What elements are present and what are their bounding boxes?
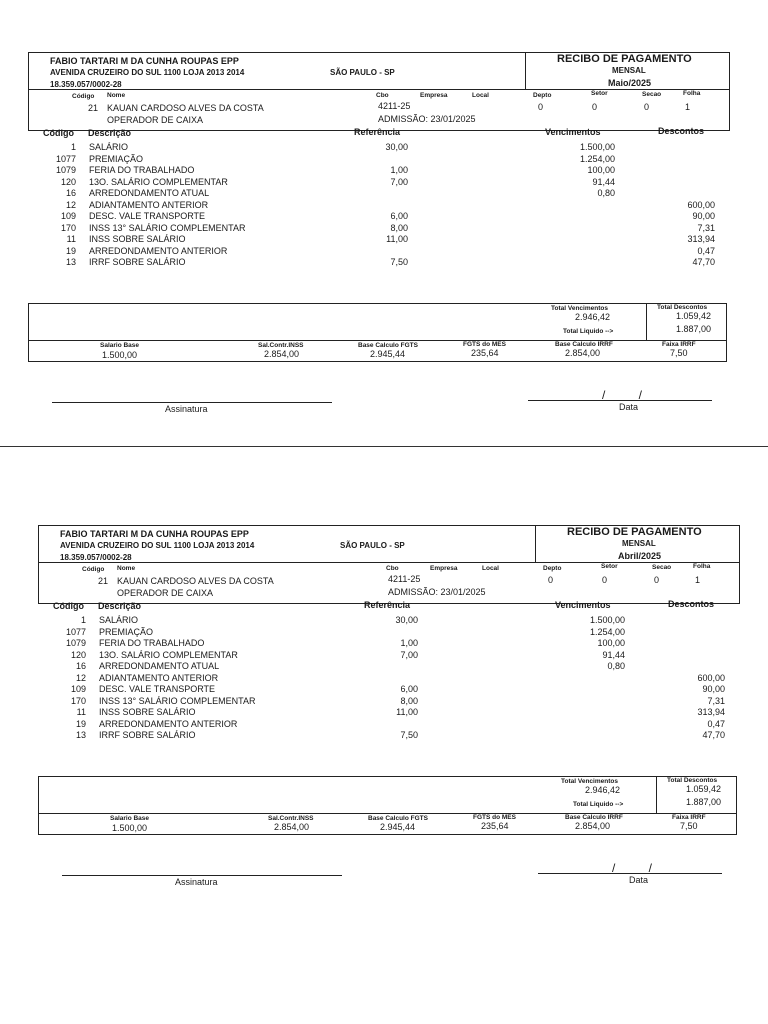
item-reference: 11,00 — [396, 707, 418, 717]
salario-base-label: Salario Base — [100, 342, 140, 349]
total-desc-value: 1.059,42 — [686, 784, 722, 794]
header-vdivider — [535, 525, 536, 562]
page-separator — [0, 446, 768, 447]
fgts-mes-value: 235,64 — [471, 348, 499, 358]
item-reference: 7,00 — [400, 649, 418, 660]
totals-vdivider — [646, 303, 647, 340]
signature-line — [62, 875, 342, 876]
item-deduction: 0,47 — [697, 245, 715, 256]
item-deduction: 313,94 — [687, 234, 715, 244]
signature-line — [52, 402, 332, 403]
period-type: MENSAL — [612, 66, 646, 75]
label-secao: Secao — [652, 564, 672, 571]
employee-depto: 0 — [548, 575, 554, 585]
col-vencimentos: Vencimentos — [555, 600, 611, 610]
liquido-label: Total Liquido --> — [563, 328, 614, 335]
irrf-base-label: Base Calculo IRRF — [555, 341, 613, 348]
item-description: ARREDONDAMENTO ATUAL — [99, 661, 220, 671]
irrf-base-value: 2.854,00 — [575, 821, 611, 831]
employee-name: KAUAN CARDOSO ALVES DA COSTA — [117, 576, 274, 586]
company-city: SÃO PAULO - SP — [330, 68, 395, 77]
item-code: 11 — [76, 707, 86, 717]
item-code: 11 — [66, 234, 76, 244]
item-deduction: 600,00 — [687, 199, 715, 210]
totals-vdivider — [656, 776, 657, 813]
label-empresa: Empresa — [420, 92, 448, 99]
company-address: AVENIDA CRUZEIRO DO SUL 1100 LOJA 2013 2014 — [60, 541, 255, 550]
item-earning: 1.500,00 — [579, 142, 615, 152]
total-desc-label: Total Descontos — [667, 777, 718, 784]
item-deduction: 47,70 — [702, 730, 725, 740]
item-code: 13 — [75, 730, 86, 740]
date-slashes: / / — [612, 861, 653, 875]
faixa-value: 7,50 — [680, 821, 698, 831]
col-vencimentos: Vencimentos — [545, 127, 601, 137]
company-cnpj: 18.359.057/0002-28 — [60, 553, 132, 562]
item-description: ADIANTAMENTO ANTERIOR — [89, 199, 209, 210]
item-earning: 91,44 — [602, 649, 625, 660]
item-code: 19 — [65, 245, 76, 256]
item-code: 12 — [75, 672, 86, 683]
inss-label: Sal.Contr.INSS — [258, 342, 304, 349]
label-secao: Secao — [642, 91, 662, 98]
total-desc-label: Total Descontos — [657, 304, 708, 311]
item-description: IRRF SOBRE SALÁRIO — [89, 257, 186, 267]
item-description: SALÁRIO — [89, 142, 129, 152]
label-codigo-small: Código — [72, 93, 95, 100]
label-cbo: Cbo — [386, 565, 399, 572]
irrf-base-label: Base Calculo IRRF — [565, 814, 623, 821]
payslip — [0, 0, 768, 420]
fgts-base-value: 2.945,44 — [380, 822, 416, 832]
item-description: PREMIAÇÃO — [99, 626, 154, 637]
doc-title: RECIBO DE PAGAMENTO — [557, 53, 692, 65]
total-venc-label: Total Vencimentos — [551, 305, 608, 312]
item-description: ARREDONDAMENTO ANTERIOR — [89, 245, 228, 256]
item-code: 170 — [70, 695, 86, 706]
label-codigo-small: Código — [82, 566, 105, 573]
item-description: INSS SOBRE SALÁRIO — [99, 707, 196, 717]
col-descontos: Descontos — [658, 126, 705, 136]
header-divider — [28, 89, 730, 90]
item-deduction: 90,00 — [702, 684, 725, 694]
item-deduction: 7,31 — [707, 695, 725, 706]
employee-code: 21 — [88, 103, 99, 113]
header-divider — [38, 562, 740, 563]
item-earning: 1.254,00 — [579, 153, 615, 164]
item-reference: 7,50 — [400, 730, 418, 740]
item-earning: 0,80 — [607, 661, 625, 671]
item-deduction: 600,00 — [697, 672, 725, 683]
item-deduction: 47,70 — [692, 257, 715, 267]
item-description: INSS 13° SALÁRIO COMPLEMENTAR — [99, 695, 256, 706]
employee-secao: 0 — [654, 575, 660, 585]
item-reference: 1,00 — [390, 165, 408, 175]
label-local: Local — [482, 565, 499, 572]
item-reference: 6,00 — [400, 684, 418, 694]
item-reference: 1,00 — [400, 638, 418, 648]
label-nome: Nome — [117, 565, 136, 572]
item-earning: 100,00 — [587, 165, 615, 175]
total-venc-value: 2.946,42 — [575, 312, 611, 322]
label-setor: Setor — [601, 563, 618, 570]
item-description: FERIA DO TRABALHADO — [89, 165, 195, 175]
date-label: Data — [629, 875, 649, 885]
employee-role: OPERADOR DE CAIXA — [107, 115, 204, 125]
total-venc-label: Total Vencimentos — [561, 778, 618, 785]
employee-setor: 0 — [592, 102, 598, 112]
item-earning: 1.254,00 — [589, 626, 625, 637]
item-reference: 30,00 — [395, 615, 418, 625]
totals-divider — [28, 340, 727, 341]
salario-base-value: 1.500,00 — [102, 350, 138, 360]
item-deduction: 313,94 — [697, 707, 725, 717]
salario-base-value: 1.500,00 — [112, 823, 148, 833]
col-referencia: Referência — [364, 600, 411, 610]
item-code: 109 — [70, 684, 86, 694]
fgts-base-value: 2.945,44 — [370, 349, 406, 359]
employee-admission: ADMISSÃO: 23/01/2025 — [378, 114, 476, 124]
signature-label: Assinatura — [165, 404, 208, 414]
totals-divider — [38, 813, 737, 814]
item-description: SALÁRIO — [99, 615, 139, 625]
item-reference: 11,00 — [386, 234, 408, 244]
item-code: 1077 — [55, 153, 76, 164]
item-description: ARREDONDAMENTO ANTERIOR — [99, 718, 238, 729]
item-code: 12 — [65, 199, 76, 210]
item-reference: 7,00 — [390, 176, 408, 187]
inss-label: Sal.Contr.INSS — [268, 815, 314, 822]
item-description: DESC. VALE TRANSPORTE — [99, 684, 216, 694]
item-earning: 100,00 — [597, 638, 625, 648]
liquido-label: Total Liquido --> — [573, 801, 624, 808]
label-empresa: Empresa — [430, 565, 458, 572]
label-local: Local — [472, 92, 489, 99]
item-code: 1 — [80, 615, 86, 625]
item-description: ADIANTAMENTO ANTERIOR — [99, 672, 219, 683]
item-description: ARREDONDAMENTO ATUAL — [89, 188, 210, 198]
item-description: 13O. SALÁRIO COMPLEMENTAR — [99, 649, 238, 660]
item-code: 1077 — [65, 626, 86, 637]
item-code: 120 — [60, 176, 76, 187]
item-reference: 30,00 — [385, 142, 408, 152]
header-vdivider — [525, 52, 526, 89]
item-earning: 0,80 — [597, 188, 615, 198]
fgts-mes-value: 235,64 — [481, 821, 509, 831]
employee-depto: 0 — [538, 102, 544, 112]
item-deduction: 0,47 — [707, 718, 725, 729]
employee-role: OPERADOR DE CAIXA — [117, 588, 214, 598]
company-name: FABIO TARTARI M DA CUNHA ROUPAS EPP — [50, 56, 239, 66]
employee-cbo: 4211-25 — [388, 574, 421, 584]
item-code: 170 — [60, 222, 76, 233]
signature-label: Assinatura — [175, 877, 218, 887]
period-type: MENSAL — [622, 539, 656, 548]
item-deduction: 90,00 — [692, 211, 715, 221]
item-code: 1 — [70, 142, 76, 152]
item-deduction: 7,31 — [697, 222, 715, 233]
employee-setor: 0 — [602, 575, 608, 585]
faixa-label: Faixa IRRF — [662, 341, 696, 348]
total-venc-value: 2.946,42 — [585, 785, 621, 795]
item-code: 1079 — [55, 165, 76, 175]
label-nome: Nome — [107, 92, 126, 99]
label-setor: Setor — [591, 90, 608, 97]
item-code: 16 — [75, 661, 86, 671]
label-cbo: Cbo — [376, 92, 389, 99]
item-code: 13 — [65, 257, 76, 267]
item-reference: 8,00 — [400, 695, 418, 706]
item-description: DESC. VALE TRANSPORTE — [89, 211, 206, 221]
liquido-value: 1.887,00 — [686, 797, 722, 807]
inss-value: 2.854,00 — [264, 349, 300, 359]
item-description: FERIA DO TRABALHADO — [99, 638, 205, 648]
company-name: FABIO TARTARI M DA CUNHA ROUPAS EPP — [60, 529, 249, 539]
employee-folha: 1 — [695, 575, 701, 585]
employee-admission: ADMISSÃO: 23/01/2025 — [388, 587, 486, 597]
item-code: 120 — [70, 649, 86, 660]
company-address: AVENIDA CRUZEIRO DO SUL 1100 LOJA 2013 2014 — [50, 68, 245, 77]
item-reference: 7,50 — [390, 257, 408, 267]
employee-code: 21 — [98, 576, 109, 586]
item-code: 19 — [75, 718, 86, 729]
item-earning: 1.500,00 — [589, 615, 625, 625]
col-codigo: Código — [53, 601, 84, 611]
label-folha: Folha — [683, 90, 701, 97]
liquido-value: 1.887,00 — [676, 324, 712, 334]
inss-value: 2.854,00 — [274, 822, 310, 832]
doc-title: RECIBO DE PAGAMENTO — [567, 526, 702, 538]
period: Maio/2025 — [608, 78, 652, 88]
label-depto: Depto — [543, 565, 562, 572]
fgts-mes-label: FGTS do MES — [463, 341, 506, 348]
fgts-mes-label: FGTS do MES — [473, 814, 516, 821]
label-depto: Depto — [533, 92, 552, 99]
item-description: 13O. SALÁRIO COMPLEMENTAR — [89, 176, 228, 187]
fgts-base-label: Base Calculo FGTS — [358, 342, 418, 349]
employee-name: KAUAN CARDOSO ALVES DA COSTA — [107, 103, 264, 113]
fgts-base-label: Base Calculo FGTS — [368, 815, 428, 822]
item-description: IRRF SOBRE SALÁRIO — [99, 730, 196, 740]
col-descricao: Descrição — [88, 128, 132, 138]
payslip — [10, 473, 768, 893]
label-folha: Folha — [693, 563, 711, 570]
col-descontos: Descontos — [668, 599, 715, 609]
date-label: Data — [619, 402, 639, 412]
employee-folha: 1 — [685, 102, 691, 112]
faixa-value: 7,50 — [670, 348, 688, 358]
faixa-label: Faixa IRRF — [672, 814, 706, 821]
employee-cbo: 4211-25 — [378, 101, 411, 111]
item-earning: 91,44 — [592, 176, 615, 187]
item-code: 109 — [60, 211, 76, 221]
salario-base-label: Salario Base — [110, 815, 150, 822]
col-codigo: Código — [43, 128, 74, 138]
item-code: 16 — [65, 188, 76, 198]
item-code: 1079 — [65, 638, 86, 648]
item-description: INSS 13° SALÁRIO COMPLEMENTAR — [89, 222, 246, 233]
item-description: INSS SOBRE SALÁRIO — [89, 234, 186, 244]
company-cnpj: 18.359.057/0002-28 — [50, 80, 122, 89]
col-descricao: Descrição — [98, 601, 142, 611]
irrf-base-value: 2.854,00 — [565, 348, 601, 358]
company-city: SÃO PAULO - SP — [340, 541, 405, 550]
item-reference: 6,00 — [390, 211, 408, 221]
date-slashes: / / — [602, 388, 643, 402]
employee-secao: 0 — [644, 102, 650, 112]
period: Abril/2025 — [618, 551, 662, 561]
item-description: PREMIAÇÃO — [89, 153, 144, 164]
col-referencia: Referência — [354, 127, 401, 137]
total-desc-value: 1.059,42 — [676, 311, 712, 321]
item-reference: 8,00 — [390, 222, 408, 233]
